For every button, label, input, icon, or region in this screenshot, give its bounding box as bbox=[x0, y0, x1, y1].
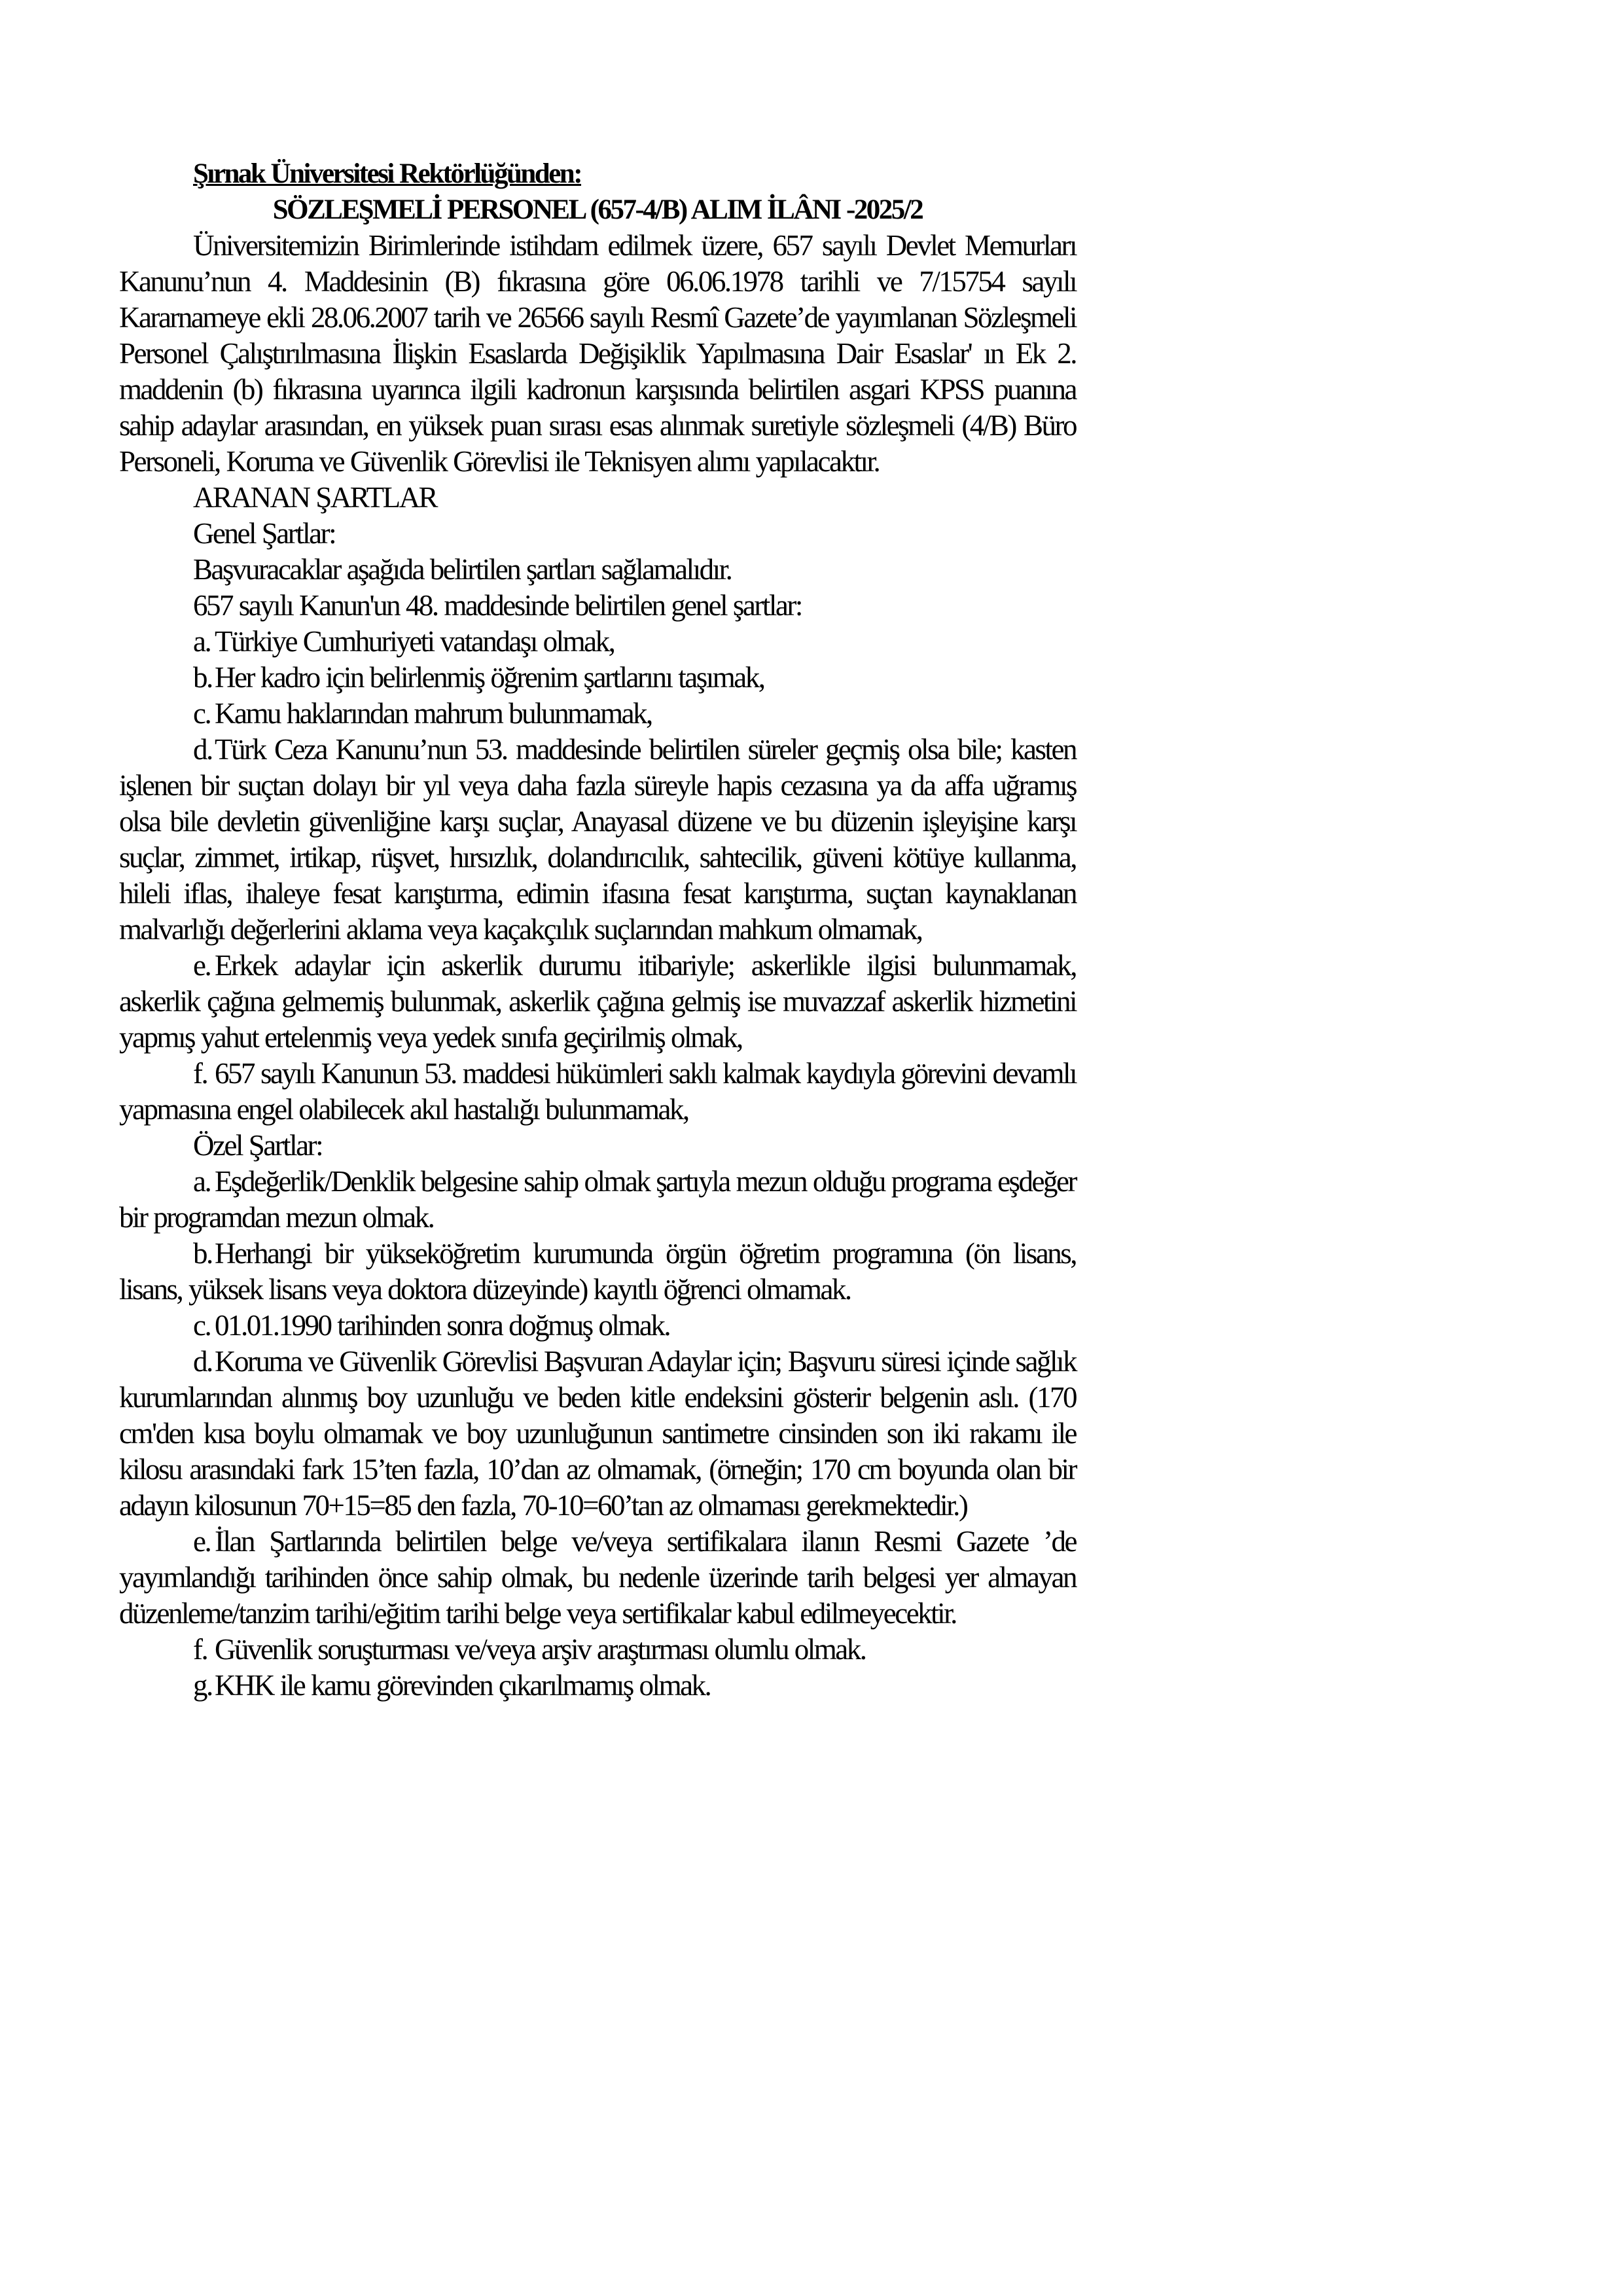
intro-paragraph: Üniversitemizin Birimlerinde istihdam edilmek üzere, 657 sayılı Devlet Memurları Kanunu’nun 4. Maddesinin (B) fıkrasına göre 06.06.1978 tarihli ve 7/15754 sayılı Kararnameye ekli 28.06.2007 tarih ve 26566 sayılı Resmî Gazete’de yayımlanan Sözleşmeli Personel Çalıştırılmasına İlişkin Esaslarda Değişiklik Yapılmasına Dair Esaslar' ın Ek 2. maddenin (b) fıkrasına uyarınca ilgili kadronun karşısında belirtilen asgari KPSS puanına sahip adaylar arasından, en yüksek puan sırası esas alınmak suretiyle sözleşmeli (4/B) Büro Personeli, Koruma ve Güvenlik Görevlisi ile Teknisyen alımı yapılacaktır. bbox=[119, 229, 1076, 478]
item-marker: b. bbox=[193, 1237, 212, 1270]
section-heading-aranan-sartlar: ARANAN ŞARTLAR bbox=[193, 481, 437, 514]
item-marker: c. bbox=[193, 1309, 211, 1342]
item-marker: b. bbox=[193, 661, 212, 694]
subheading-ozel-sartlar: Özel Şartlar: bbox=[193, 1129, 323, 1162]
item-marker: e. bbox=[193, 949, 211, 982]
item-marker: f. bbox=[193, 1633, 207, 1666]
subheading-genel-sartlar: Genel Şartlar: bbox=[193, 517, 336, 550]
item-text: 01.01.1990 tarihinden sonra doğmuş olmak. bbox=[215, 1309, 670, 1342]
general-condition-item-e bbox=[119, 948, 1076, 1056]
special-condition-item-e bbox=[119, 1524, 1076, 1632]
item-text: Eşdeğerlik/Denklik belgesine sahip olmak şartıyla mezun olduğu programa eşdeğer bir programdan mezun olmak. bbox=[119, 1165, 1076, 1234]
item-text: Türk Ceza Kanunu’nun 53. maddesinde belirtilen süreler geçmiş olsa bile; kasten işlenen bir suçtan dolayı bir yıl veya daha fazla süreyle hapis cezasına ya da affa uğramış olsa bile devletin güvenliğine karşı suçlar, Anayasal düzene ve bu düzenin işleyişine karşı suçlar, zimmet, irtikap, rüşvet, hırsızlık, dolandırıcılık, sahtecilik, güveni kötüye kullanma, hileli iflas, ihaleye fesat karıştırma, edimin ifasına fesat karıştırma, suçtan kaynaklanan malvarlığı değerlerini aklama veya kaçakçılık suçlarından mahkum olmamak, bbox=[119, 733, 1076, 946]
special-condition-item-g bbox=[119, 1668, 1076, 1704]
item-text: KHK ile kamu görevinden çıkarılmamış olmak. bbox=[215, 1669, 711, 1702]
item-text: Herhangi bir yükseköğretim kurumunda örgün öğretim programına (ön lisans, lisans, yüksek lisans veya doktora düzeyinde) kayıtlı öğrenci olmamak. bbox=[119, 1237, 1076, 1306]
general-condition-item-c bbox=[119, 696, 1076, 732]
general-condition-item-f bbox=[119, 1056, 1076, 1128]
special-condition-item-d bbox=[119, 1344, 1076, 1524]
special-condition-item-c bbox=[119, 1308, 1076, 1344]
item-text: 657 sayılı Kanunun 53. maddesi hükümleri saklı kalmak kaydıyla görevini devamlı yapmasına engel olabilecek akıl hastalığı bulunmamak, bbox=[119, 1057, 1076, 1126]
announcement-title-text: Şırnak Üniversitesi Rektörlüğünden: bbox=[193, 158, 582, 189]
item-marker: d. bbox=[193, 1345, 212, 1378]
item-marker: g. bbox=[193, 1669, 212, 1702]
special-condition-item-f bbox=[119, 1632, 1076, 1668]
item-marker: a. bbox=[193, 1165, 211, 1198]
announcement-document bbox=[119, 156, 1076, 1704]
item-marker: e. bbox=[193, 1525, 211, 1558]
genel-sartlar-intro-line-1: Başvuracaklar aşağıda belirtilen şartları sağlamalıdır. bbox=[193, 553, 732, 586]
genel-sartlar-intro-line-2: 657 sayılı Kanun'un 48. maddesinde belirtilen genel şartlar: bbox=[193, 589, 802, 622]
item-text: İlan Şartlarında belirtilen belge ve/veya sertifikalara ilanın Resmi Gazete ’de yayımlandığı tarihinden önce sahip olmak, bu nedenle üzerinde tarih belgesi yer almayan düzenleme/tanzim tarihi/eğitim tarihi belge veya sertifikalar kabul edilmeyecektir. bbox=[119, 1525, 1076, 1630]
announcement-subtitle: SÖZLEŞMELİ PERSONEL (657-4/B) ALIM İLÂNI -2025/2 bbox=[272, 194, 923, 225]
item-marker: d. bbox=[193, 733, 212, 766]
item-text: Her kadro için belirlenmiş öğrenim şartlarını taşımak, bbox=[215, 661, 764, 694]
special-condition-item-b bbox=[119, 1236, 1076, 1308]
general-condition-item-d bbox=[119, 732, 1076, 948]
general-condition-item-b bbox=[119, 660, 1076, 696]
general-condition-item-a bbox=[119, 624, 1076, 660]
item-marker: f. bbox=[193, 1057, 207, 1090]
item-text: Güvenlik soruşturması ve/veya arşiv araştırması olumlu olmak. bbox=[215, 1633, 866, 1666]
item-marker: c. bbox=[193, 697, 211, 730]
item-text: Türkiye Cumhuriyeti vatandaşı olmak, bbox=[215, 625, 615, 658]
item-marker: a. bbox=[193, 625, 211, 658]
announcement-title bbox=[119, 156, 1076, 192]
item-text: Erkek adaylar için askerlik durumu itibariyle; askerlikle ilgisi bulunmamak, askerlik çağına gelmemiş bulunmak, askerlik çağına gelmiş ise muvazzaf askerlik hizmetini yapmış yahut ertelenmiş veya yedek sınıfa geçirilmiş olmak, bbox=[119, 949, 1076, 1054]
item-text: Kamu haklarından mahrum bulunmamak, bbox=[215, 697, 652, 730]
special-condition-item-a bbox=[119, 1164, 1076, 1236]
item-text: Koruma ve Güvenlik Görevlisi Başvuran Adaylar için; Başvuru süresi içinde sağlık kurumlarından alınmış boy uzunluğu ve beden kitle endeksini gösterir belgenin aslı. (170 cm'den kısa boylu olmamak ve boy uzunluğunun santimetre cinsinden son iki rakamı ile kilosu arasındaki fark 15’ten fazla, 10’dan az olmamak, (örneğin; 170 cm boyunda olan bir adayın kilosunun 70+15=85 den fazla, 70-10=60’tan az olmaması gerekmektedir.) bbox=[119, 1345, 1076, 1522]
